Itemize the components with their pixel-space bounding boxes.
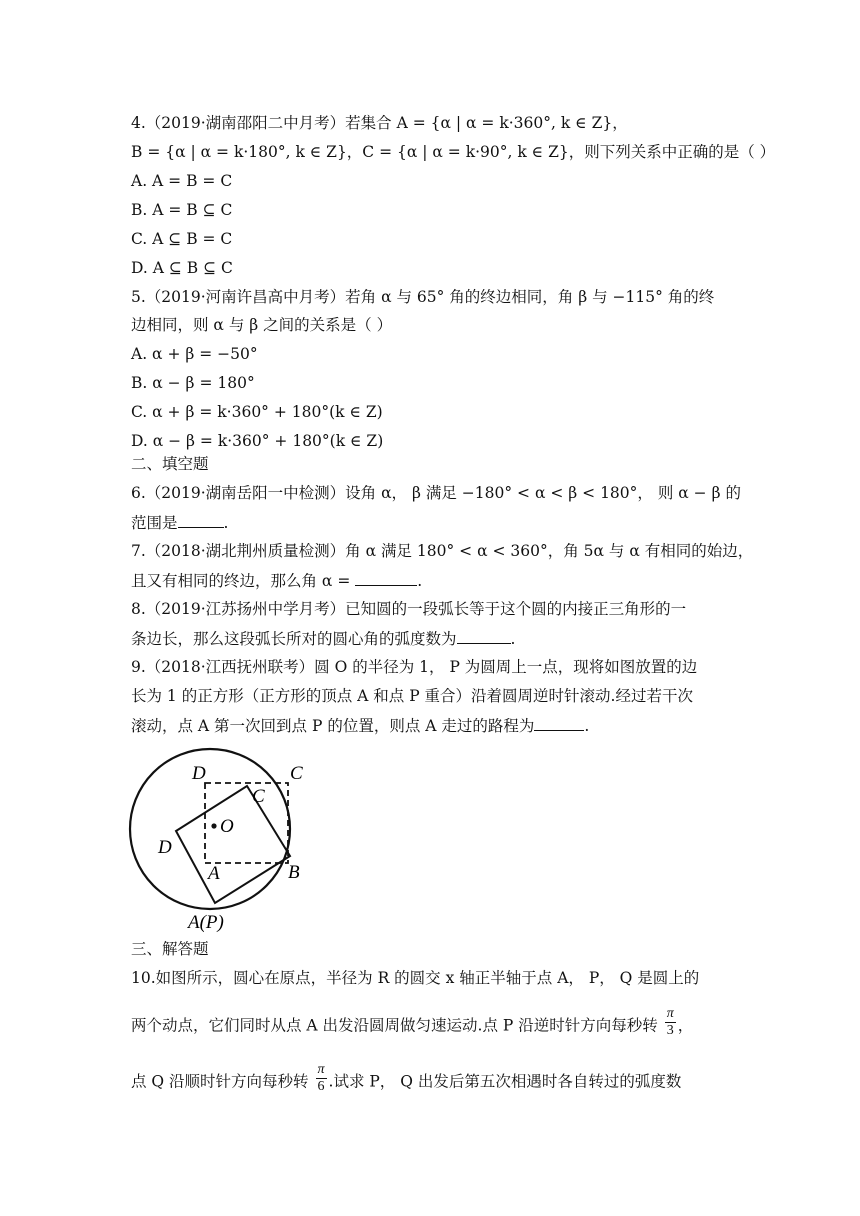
problem-7-line-2 [131, 569, 741, 592]
problem-5-line-1: 5.（2019·河南许昌高中月考）若角 α 与 65° 角的终边相同，角 β 与 −115° 角的终 [131, 288, 715, 306]
fraction-denominator: 3 [666, 1023, 674, 1038]
problem-9-line-2: 长为 1 的正方形（正方形的顶点 A 和点 P 重合）沿着圆周逆时针滚动.经过若干次 [131, 687, 693, 705]
problem-4-line-1: 4.（2019·湖南邵阳二中月考）若集合 A = {α | α = k·360°, k ∈ Z}， [131, 114, 628, 132]
problem-7-line-1: 7.（2018·湖北荆州质量检测）角 α 满足 180° < α < 360°，角 5α 与 α 有相同的始边， [131, 542, 754, 560]
fraction-pi-over-3 [665, 1006, 676, 1039]
fraction-pi-over-6 [316, 1062, 327, 1095]
label-c-inner: C [252, 786, 265, 807]
problem-10-text-end: .试求 P， Q 出发后第五次相遇时各自转过的弧度数 [328, 1072, 682, 1091]
section-heading-fill-in: 二、填空题 [131, 455, 209, 473]
problem-4-option-c: C. A ⊆ B = C [131, 230, 233, 248]
circle-outline [130, 749, 290, 909]
problem-8-text: 条边长，那么这段弧长所对的圆心角的弧度数为 [131, 630, 457, 648]
dashed-square [205, 783, 288, 863]
problem-6-text: 范围是 [131, 514, 178, 532]
problem-10-line-2 [131, 1006, 741, 1043]
fraction-denominator: 6 [317, 1079, 325, 1094]
label-o: O [220, 816, 234, 837]
label-a-p: A(P) [188, 912, 224, 933]
problem-4-option-b: B. A = B ⊆ C [131, 201, 233, 219]
fraction-numerator: π [666, 1006, 674, 1021]
answer-blank[interactable] [457, 627, 511, 644]
problem-10-comma: ， [677, 1016, 694, 1035]
problem-5-line-2: 边相同，则 α 与 β 之间的关系是（ ） [131, 316, 393, 334]
answer-blank[interactable] [355, 569, 417, 586]
problem-10-text: 两个动点，它们同时从点 A 出发沿圆周做匀速运动.点 P 沿逆时针方向每秒转 [131, 1016, 658, 1035]
problem-5-option-b: B. α − β = 180° [131, 374, 255, 392]
problem-5-option-a: A. α + β = −50° [131, 345, 258, 363]
label-a: A [208, 863, 220, 884]
label-d-top: D [192, 763, 206, 784]
rolling-square-figure [126, 746, 312, 938]
section-heading-solutions: 三、解答题 [131, 940, 209, 958]
rotated-square [176, 786, 290, 903]
problem-4-line-2: B = {α | α = k·180°, k ∈ Z}，C = {α | α = k·90°, k ∈ Z}，则下列关系中正确的是（ ） [131, 143, 776, 161]
problem-4-option-a: A. A = B = C [131, 172, 233, 190]
problem-8-line-2 [131, 627, 741, 650]
problem-9-line-3 [131, 714, 741, 737]
problem-8-end: . [510, 630, 516, 648]
problem-7-text: 且又有相同的终边，那么角 α = [131, 572, 356, 590]
problem-7-end: . [417, 572, 423, 590]
problem-9-line-1: 9.（2018·江西抚州联考）圆 O 的半径为 1， P 为圆周上一点，现将如图放置的边 [131, 658, 698, 676]
problem-5-option-c: C. α + β = k·360° + 180°(k ∈ Z) [131, 403, 383, 421]
problem-5-option-d: D. α − β = k·360° + 180°(k ∈ Z) [131, 432, 384, 450]
problem-10-text: 点 Q 沿顺时针方向每秒转 [131, 1072, 309, 1091]
answer-blank[interactable] [178, 511, 224, 528]
problem-8-line-1: 8.（2019·江苏扬州中学月考）已知圆的一段弧长等于这个圆的内接正三角形的一 [131, 600, 687, 618]
problem-6-end: . [223, 514, 229, 532]
problem-6-line-2 [131, 511, 741, 534]
problem-10-line-1: 10.如图所示，圆心在原点，半径为 R 的圆交 x 轴正半轴于点 A， P， Q 是圆上的 [131, 969, 700, 987]
problem-6-line-1: 6.（2019·湖南岳阳一中检测）设角 α， β 满足 −180° < α < β < 180°， 则 α − β 的 [131, 484, 741, 502]
label-c-top: C [290, 763, 303, 784]
problem-10-line-3 [131, 1062, 741, 1099]
problem-9-end: . [584, 717, 590, 735]
label-d-left: D [158, 837, 172, 858]
label-b: B [288, 862, 300, 883]
problem-9-text: 滚动，点 A 第一次回到点 P 的位置，则点 A 走过的路程为 [131, 717, 535, 735]
fraction-numerator: π [317, 1062, 325, 1077]
problem-4-option-d: D. A ⊆ B ⊆ C [131, 259, 233, 277]
answer-blank[interactable] [534, 714, 584, 731]
center-dot [211, 823, 216, 828]
